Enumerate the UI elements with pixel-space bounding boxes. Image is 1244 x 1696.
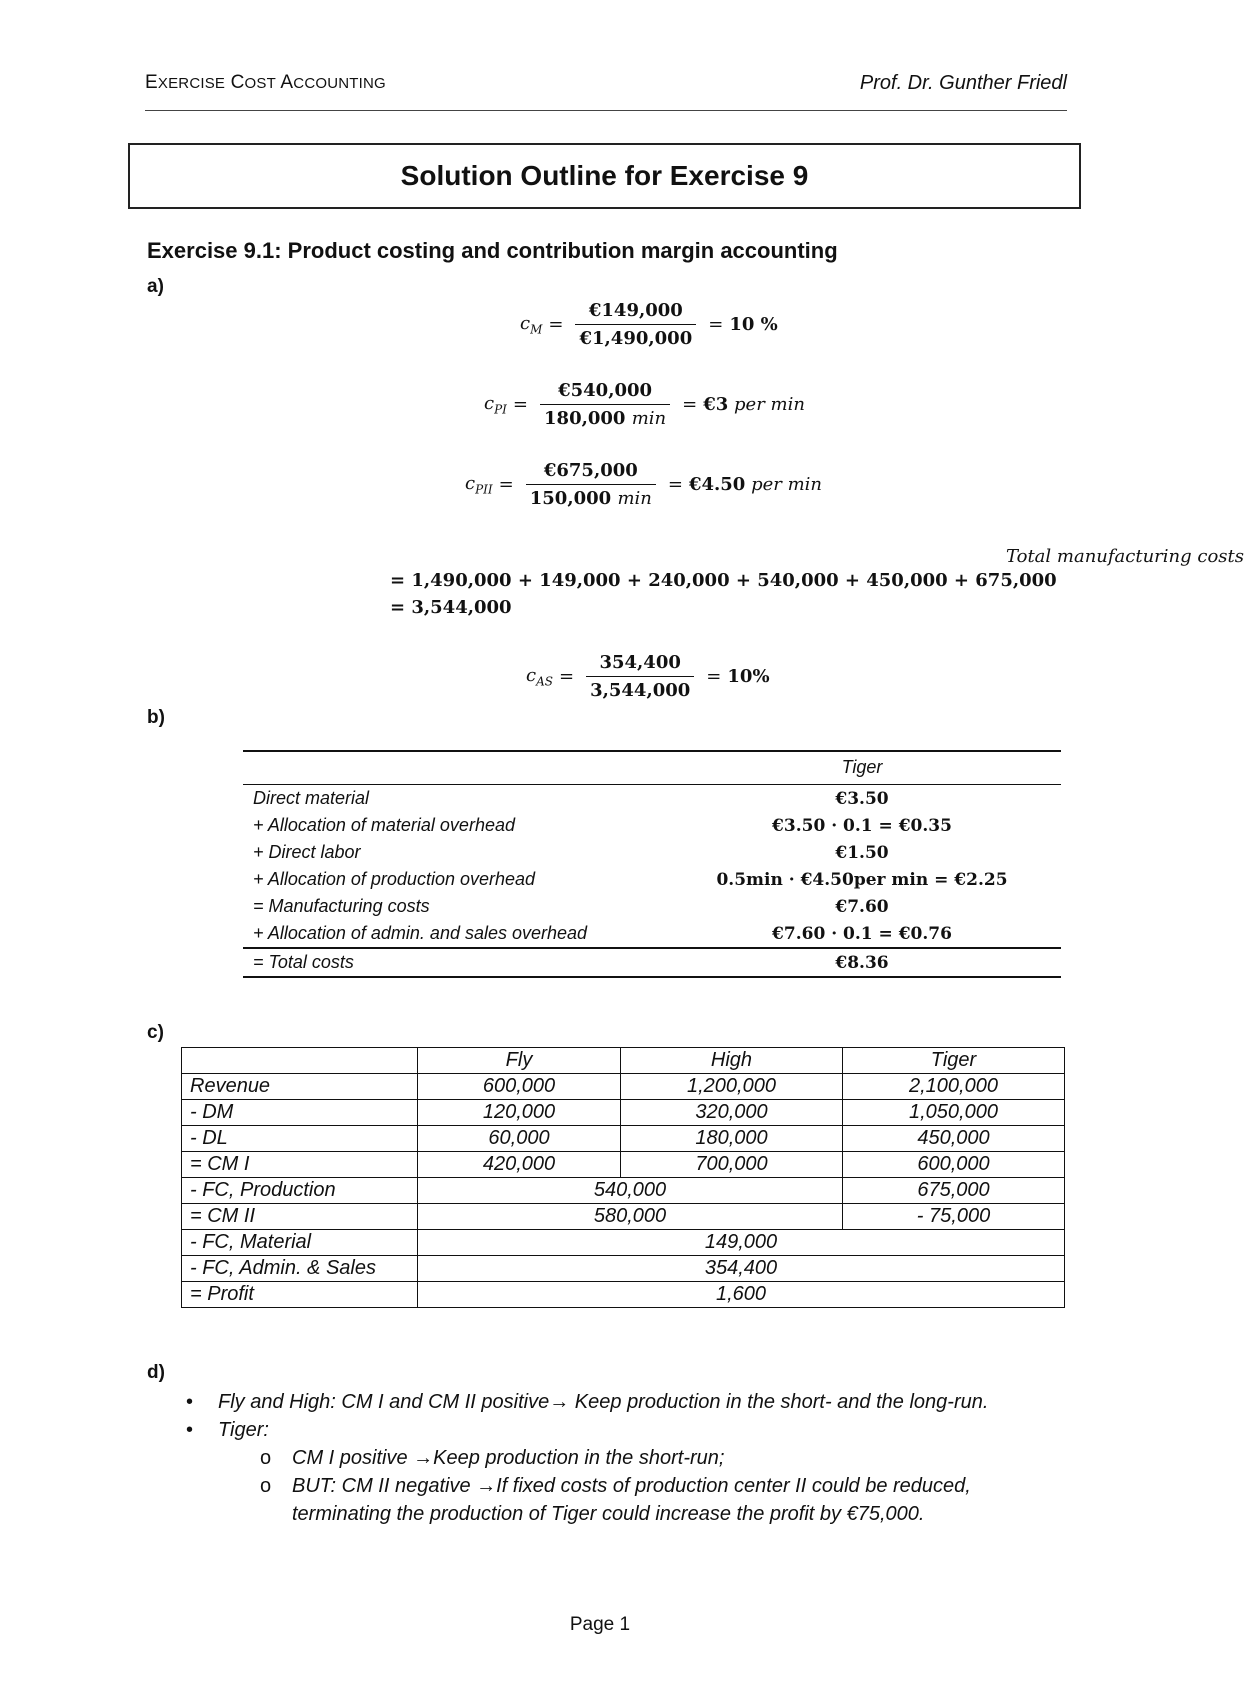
table-row: + Allocation of material overhead €3.50 · 0.1 = €0.35 <box>253 815 952 836</box>
total-manufacturing-costs-label: Total manufacturing costs <box>1006 546 1244 567</box>
list-item: • Tiger: o CM I positive →Keep production in the short-run; o BUT: CM II negative →If fixed costs of production center II could be reduced, terminating the production of Tiger could increase the profit by €75,000. <box>186 1416 1066 1528</box>
table-row: = CM II 580,000 - 75,000 <box>182 1204 1065 1230</box>
total-manufacturing-costs-result: = 3,544,000 <box>390 597 512 618</box>
column-header-tiger: Tiger <box>843 1048 1065 1074</box>
part-b-label: b) <box>147 707 165 728</box>
list-item: o CM I positive →Keep production in the short-run; <box>260 1444 1066 1472</box>
arrow-right-icon: → <box>413 1447 434 1469</box>
contribution-margin-table <box>181 1047 1065 1308</box>
header-course-title: EXERCISE COST ACCOUNTING <box>145 72 386 93</box>
column-header-tiger: Tiger <box>841 757 883 777</box>
column-header-high: High <box>621 1048 843 1074</box>
table-row: + Allocation of production overhead 0.5min · €4.50per min = €2.25 <box>253 869 1008 890</box>
table-row: Direct material €3.50 <box>253 788 889 809</box>
arrow-right-icon: → <box>476 1475 497 1497</box>
column-header-fly: Fly <box>418 1048 621 1074</box>
equation-cpi: $c_{PI}$ = $\frac{€540,000}{180,000 \min}$ = €3 per min <box>484 380 805 429</box>
table-row: + Direct labor €1.50 <box>253 842 889 863</box>
list-item: o BUT: CM II negative →If fixed costs of production center II could be reduced, terminating the production of Tiger could increase the profit by €75,000. <box>260 1472 1066 1528</box>
circle-bullet-icon: o <box>260 1447 272 1469</box>
list-item: • Fly and High: CM I and CM II positive→ Keep production in the short- and the long-run. <box>186 1388 1066 1416</box>
table-row: - DL 60,000 180,000 450,000 <box>182 1126 1065 1152</box>
table-row: - FC, Admin. & Sales 354,400 <box>182 1256 1065 1282</box>
table-row: - FC, Material 149,000 <box>182 1230 1065 1256</box>
page-header <box>145 72 1067 111</box>
part-d-label: d) <box>147 1362 165 1383</box>
table-row: = Manufacturing costs €7.60 <box>253 896 889 917</box>
sub-list <box>218 1444 1066 1528</box>
total-costs-row: = Total costs €8.36 <box>243 948 1061 977</box>
part-a-label: a) <box>147 276 164 297</box>
arrow-right-icon: → <box>549 1391 570 1413</box>
equation-cm: $c_M$ = $\frac{€149,000}{€1,490,000}$ = 10 % <box>520 300 778 349</box>
header-author: Prof. Dr. Gunther Friedl <box>859 72 1067 94</box>
table-header-row <box>182 1048 1065 1074</box>
circle-bullet-icon: o <box>260 1475 272 1497</box>
equation-cpii: $c_{PII}$ = $\frac{€675,000}{150,000 \min}$ = €4.50 per min <box>465 460 822 509</box>
product-costing-table <box>243 750 1061 978</box>
exercise-heading: Exercise 9.1: Product costing and contribution margin accounting <box>147 238 838 263</box>
table-row: = Profit 1,600 <box>182 1282 1065 1308</box>
table-header-row <box>243 751 1061 785</box>
table-row: + Allocation of admin. and sales overhead €7.60 · 0.1 = €0.76 <box>253 923 952 944</box>
table-row: - FC, Production 540,000 675,000 <box>182 1178 1065 1204</box>
page-number: Page 1 <box>569 1614 631 1635</box>
table-row: - DM 120,000 320,000 1,050,000 <box>182 1100 1065 1126</box>
conclusion-list <box>186 1388 1066 1528</box>
part-c-label: c) <box>147 1022 164 1043</box>
table-row: Revenue 600,000 1,200,000 2,100,000 <box>182 1074 1065 1100</box>
page-title: Solution Outline for Exercise 9 <box>128 143 1081 209</box>
bullet-icon: • <box>186 1419 194 1441</box>
bullet-icon: • <box>186 1391 194 1413</box>
equation-cas: $c_{AS}$ = $\frac{354,400}{3,544,000}$ = 10% <box>526 652 770 701</box>
total-manufacturing-costs-sum: = 1,490,000 + 149,000 + 240,000 + 540,000 + 450,000 + 675,000 <box>390 570 1057 591</box>
table-row: = CM I 420,000 700,000 600,000 <box>182 1152 1065 1178</box>
